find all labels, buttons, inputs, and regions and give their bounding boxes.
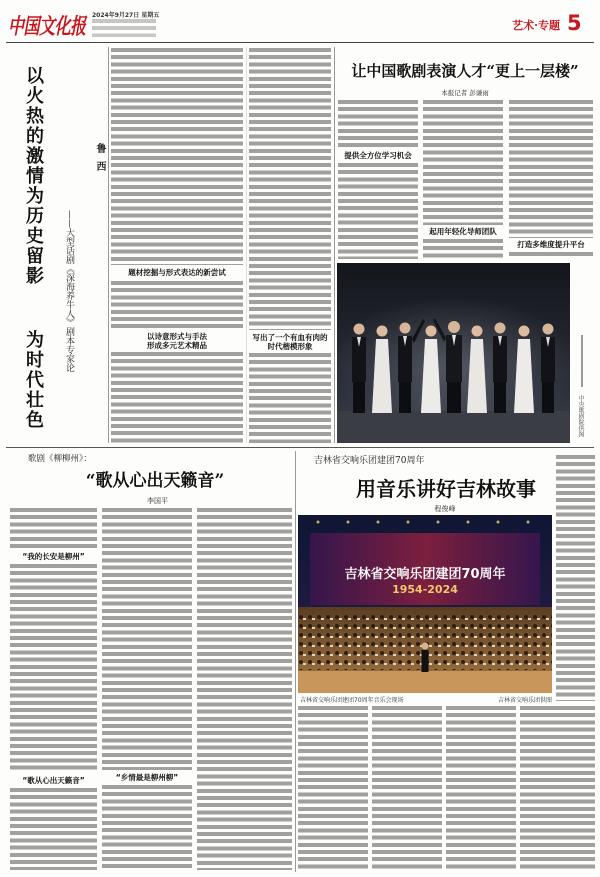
liuzhou-body-text: [197, 508, 292, 870]
column-rule: [108, 47, 109, 443]
drama-body-text: [249, 48, 331, 330]
liuzhou-subhead-3: “乡情最是柳州柳”: [115, 773, 179, 782]
jilin-body-text: [520, 706, 595, 870]
opera-body-text: [509, 100, 593, 238]
section-rule: [334, 47, 335, 443]
liuzhou-subhead-2: “歌从心出天籁音”: [22, 776, 85, 785]
liuzhou-body-text: [102, 508, 192, 770]
column-rule: [246, 47, 247, 443]
issue-date: 2024年9月27日 星期五: [92, 12, 160, 19]
opera-body-text: [423, 100, 503, 225]
drama-body-text: [249, 353, 331, 443]
liuzhou-body-text: [10, 508, 97, 550]
drama-subhead-3: 写出了一个有血有肉的 时代楷模形象: [252, 333, 328, 351]
page-number: 5: [567, 11, 582, 35]
jilin-author: 程俊峰: [434, 505, 456, 513]
performer-group: [352, 318, 555, 413]
liuzhou-kicker: 歌剧《柳柳州》：: [28, 454, 92, 464]
drama-body-text: [111, 281, 243, 330]
opera-photo-caption: [581, 335, 583, 387]
jilin-body-text: [556, 455, 595, 701]
masthead-logo: 中国文化报: [8, 13, 86, 39]
opera-byline: 本报记者 彭谦雨: [441, 89, 489, 97]
header-rule: [6, 42, 594, 43]
opera-body-text: [338, 163, 418, 259]
concert-photo-credit: 吉林省交响乐团供图: [497, 697, 552, 704]
concert-banner-years: 1954-2024: [392, 583, 458, 596]
drama-subtitle: ——大型话剧《深海养牛人》剧本专家论: [64, 210, 74, 372]
jilin-kicker: 吉林省交响乐团建团70周年: [314, 456, 425, 466]
opera-photo-credit: 中央歌剧院供图: [577, 395, 584, 437]
concert-photo-caption: 吉林省交响乐团建团70周年音乐会现场: [300, 697, 404, 704]
liuzhou-author: 李国平: [147, 497, 168, 505]
conductor: [422, 643, 429, 673]
opera-body-text: [423, 239, 503, 259]
jilin-body-text: [372, 706, 442, 870]
drama-subhead-2: 以诗意形式与手法 形成多元艺术精品: [147, 332, 207, 350]
opera-performance-photo: [337, 263, 570, 443]
opera-subhead-1: 提供全方位学习机会: [344, 151, 412, 160]
orchestra-concert-photo: [298, 515, 552, 693]
liuzhou-body-text: [102, 785, 192, 870]
drama-body-text: [111, 48, 243, 265]
liuzhou-body-text: [10, 564, 97, 773]
drama-subhead-1: 题材挖掘与形式表达的新尝试: [128, 268, 226, 277]
performer: [493, 323, 507, 414]
jilin-body-text: [446, 706, 516, 870]
section-name: 艺术·专题: [512, 19, 560, 32]
jilin-body-text: [298, 706, 368, 870]
section-rule: [295, 451, 296, 872]
drama-author: 鲁西: [94, 143, 105, 179]
opera-subhead-2: 起用年轻化导师团队: [429, 227, 497, 236]
jilin-headline: 用音乐讲好吉林故事: [356, 477, 536, 501]
header-editor-info: [92, 19, 156, 37]
opera-headline: 让中国歌剧表演人才“更上一层楼”: [351, 62, 579, 80]
section-rule: [6, 447, 594, 448]
concert-banner-title: 吉林省交响乐团建团70周年: [344, 567, 506, 582]
drama-body-text: [111, 352, 243, 443]
opera-body-text: [509, 252, 593, 259]
drama-title-part2: 为时代壮色: [23, 330, 44, 430]
drama-title-part1: 以火热的激情为历史留影: [23, 66, 44, 286]
liuzhou-body-text: [10, 788, 97, 870]
opera-subhead-3: 打造多维度提升平台: [517, 240, 585, 249]
liuzhou-subhead-1: “我的长安是柳州”: [22, 552, 85, 561]
opera-body-text: [338, 100, 418, 148]
liuzhou-headline: “歌从心出天籁音”: [85, 471, 225, 491]
